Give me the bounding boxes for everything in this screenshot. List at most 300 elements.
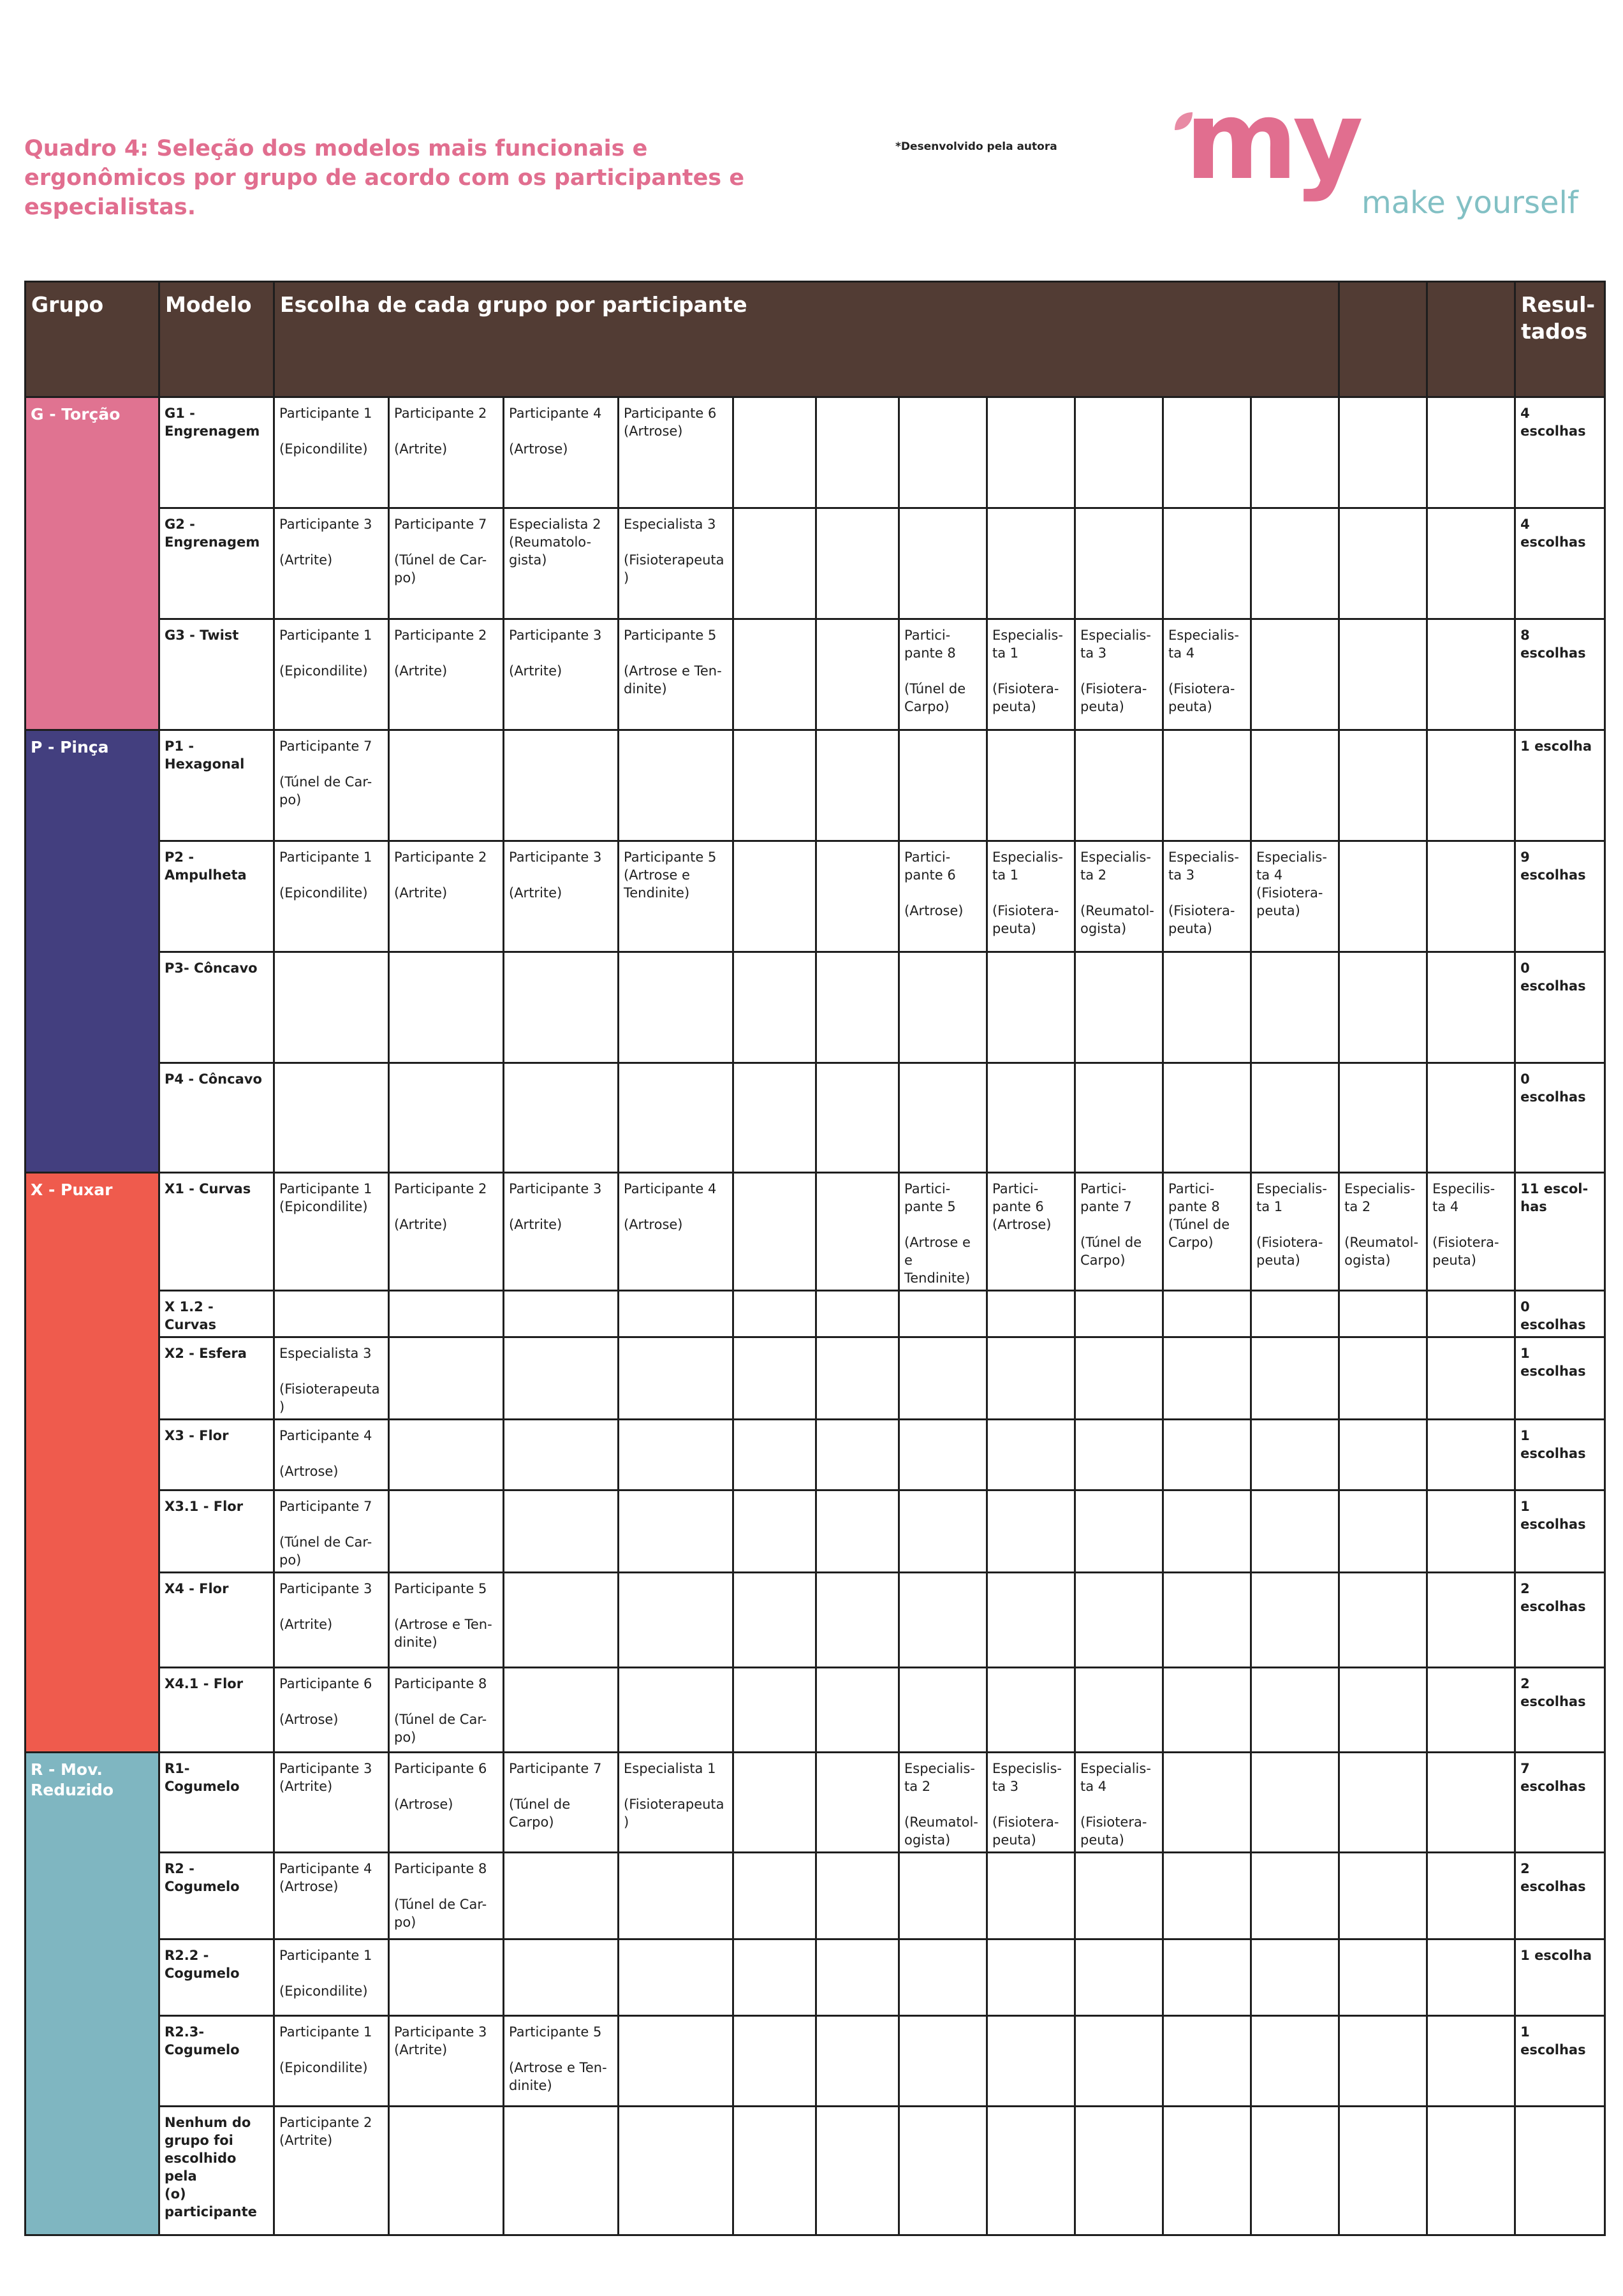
choice-cell: Especialis- ta 2 (Reumatol- ogista) (1339, 1173, 1427, 1291)
choice-cell: Participante 1 (Epicondilite) (274, 397, 389, 508)
choice-cell (1251, 1853, 1339, 1939)
choice-cell (816, 1753, 899, 1853)
choice-cell (1427, 2016, 1515, 2107)
choice-cell (389, 2107, 504, 2235)
choice-cell: Especialis- ta 4 (Fisiotera- peuta) (1163, 619, 1251, 730)
choice-cell (1427, 508, 1515, 619)
choice-cell: Participante 6 (Artrose) (274, 1668, 389, 1753)
choice-cell (504, 1668, 619, 1753)
choice-cell (619, 2016, 733, 2107)
choice-cell: Especialis- ta 2 (Reumatol- ogista) (899, 1753, 987, 1853)
choice-cell: Participante 5 (Artrose e Ten- dinite) (389, 1573, 504, 1668)
choice-cell (733, 1573, 816, 1668)
model-cell: R2.3- Cogumelo (159, 2016, 274, 2107)
table-row (26, 1853, 1605, 1939)
model-cell: X4.1 - Flor (159, 1668, 274, 1753)
page-title: Quadro 4: Seleção dos modelos mais funcionais e ergonômicos por grupo de acordo com os participantes e especialistas. (24, 136, 745, 220)
model-cell: X2 - Esfera (159, 1337, 274, 1420)
choice-cell: Participante 7 (Túnel de Car- po) (274, 730, 389, 841)
choice-cell (987, 1853, 1075, 1939)
choice-cell (619, 2107, 733, 2235)
table-row (26, 730, 1605, 841)
choice-cell (899, 1490, 987, 1573)
choice-cell (1251, 397, 1339, 508)
choice-cell (1427, 1420, 1515, 1490)
choice-cell (987, 397, 1075, 508)
choice-cell (816, 619, 899, 730)
result-cell: 1 escolhas (1515, 1490, 1605, 1573)
choice-cell: Participante 5 (Artrose e Tendinite) (619, 841, 733, 952)
choice-cell (987, 1573, 1075, 1668)
choice-cell: Participante 1 (Epicondilite) (274, 619, 389, 730)
header-model: Modelo (159, 282, 274, 397)
table-row (26, 841, 1605, 952)
table-row (26, 952, 1605, 1063)
choice-cell (619, 1939, 733, 2016)
choice-cell (1427, 952, 1515, 1063)
choice-cell (504, 1853, 619, 1939)
table-row (26, 1490, 1605, 1573)
choice-cell (1427, 619, 1515, 730)
model-cell: G2 - Engrenagem (159, 508, 274, 619)
choice-cell (987, 1063, 1075, 1173)
choice-cell: Especialis- ta 3 (Fisiotera- peuta) (1163, 841, 1251, 952)
choice-cell: Participante 3 (Artrite) (274, 1573, 389, 1668)
choice-cell (816, 2016, 899, 2107)
choice-cell (1163, 2016, 1251, 2107)
choice-cell (816, 1853, 899, 1939)
model-cell: X 1.2 - Curvas (159, 1291, 274, 1337)
choice-cell: Participante 3 (Artrite) (504, 619, 619, 730)
choice-cell (733, 1853, 816, 1939)
table-row (26, 1753, 1605, 1853)
choice-cell (1075, 2016, 1163, 2107)
choice-cell (816, 1573, 899, 1668)
choice-cell (1251, 1063, 1339, 1173)
table-row (26, 1420, 1605, 1490)
choice-cell (733, 1490, 816, 1573)
choice-cell: Participante 1 (Epicondilite) (274, 841, 389, 952)
choice-cell (1251, 2107, 1339, 2235)
choice-cell (816, 841, 899, 952)
choice-cell (1339, 952, 1427, 1063)
choice-cell (274, 1291, 389, 1337)
choice-cell: Partici- pante 8 (Túnel de Carpo) (1163, 1173, 1251, 1291)
choice-cell: Participante 3 (Artrite) (274, 1753, 389, 1853)
choice-cell (816, 1173, 899, 1291)
choice-cell (1427, 1337, 1515, 1420)
choice-cell (1251, 730, 1339, 841)
choice-cell (816, 1939, 899, 2016)
choice-cell (816, 2107, 899, 2235)
choice-cell (1163, 2107, 1251, 2235)
choice-cell (1339, 1939, 1427, 2016)
choice-cell: Participante 2 (Artrite) (389, 1173, 504, 1291)
choice-cell (1075, 1337, 1163, 1420)
choice-cell: Especialis- ta 3 (Fisiotera- peuta) (1075, 619, 1163, 730)
choice-cell (899, 1853, 987, 1939)
choice-cell (899, 1291, 987, 1337)
choice-cell (1163, 1337, 1251, 1420)
logo-tagline: make yourself (1362, 185, 1578, 221)
result-cell: 4 escolhas (1515, 508, 1605, 619)
choice-cell (1251, 1573, 1339, 1668)
choice-cell (1075, 1490, 1163, 1573)
choice-cell (504, 1291, 619, 1337)
choice-cell (816, 1420, 899, 1490)
choice-cell (1251, 1420, 1339, 1490)
choice-cell (619, 1853, 733, 1939)
table-body (26, 397, 1605, 2235)
choice-cell: Participante 3 (Artrite) (504, 841, 619, 952)
model-cell: R2 - Cogumelo (159, 1853, 274, 1939)
choice-cell: Partici- pante 8 (Túnel de Carpo) (899, 619, 987, 730)
choice-cell (389, 1337, 504, 1420)
choice-cell (899, 2016, 987, 2107)
choice-cell (1339, 1291, 1427, 1337)
table-row (26, 397, 1605, 508)
choice-cell (1427, 1573, 1515, 1668)
result-cell: 9 escolhas (1515, 841, 1605, 952)
choice-cell (619, 1420, 733, 1490)
table-row (26, 2107, 1605, 2235)
choice-cell: Especislis- ta 3 (Fisiotera- peuta) (987, 1753, 1075, 1853)
choice-cell (1339, 730, 1427, 841)
choice-cell: Especialis- ta 1 (Fisiotera- peuta) (987, 619, 1075, 730)
choice-cell (1075, 1063, 1163, 1173)
choice-cell (619, 1063, 733, 1173)
choice-cell (816, 397, 899, 508)
choice-cell (733, 1337, 816, 1420)
choice-cell (899, 1063, 987, 1173)
choice-cell (389, 1939, 504, 2016)
model-cell: Nenhum do grupo foi escolhido pela (o) participante (159, 2107, 274, 2235)
choice-cell: Participante 2 (Artrite) (389, 619, 504, 730)
choice-cell: Especialis- ta 1 (Fisiotera- peuta) (987, 841, 1075, 952)
choice-cell: Especialista 3 (Fisioterapeuta) (274, 1337, 389, 1420)
table-row (26, 1573, 1605, 1668)
choice-cell (1163, 1939, 1251, 2016)
choice-cell (987, 730, 1075, 841)
choice-cell (504, 730, 619, 841)
logo-mark: my (1185, 78, 1358, 204)
choice-cell: Participante 1 (Epicondilite) (274, 1173, 389, 1291)
choice-cell (816, 1668, 899, 1753)
header-group: Grupo (26, 282, 159, 397)
choice-cell (1427, 1753, 1515, 1853)
choice-cell (733, 952, 816, 1063)
choice-cell: Partici- pante 6 (Artrose) (987, 1173, 1075, 1291)
author-note: *Desenvolvido pela autora (895, 140, 1057, 153)
choice-cell (816, 1337, 899, 1420)
choice-cell (1427, 841, 1515, 952)
choice-cell (733, 1420, 816, 1490)
result-cell: 0 escolhas (1515, 952, 1605, 1063)
result-cell: 1 escolhas (1515, 1420, 1605, 1490)
choice-cell: Partici- pante 6 (Artrose) (899, 841, 987, 952)
choice-cell (1163, 508, 1251, 619)
choice-cell (1163, 397, 1251, 508)
choice-cell: Participante 4 (Artrose) (504, 397, 619, 508)
choice-cell (619, 1291, 733, 1337)
choice-cell (1163, 952, 1251, 1063)
choice-cell (1075, 1668, 1163, 1753)
choice-cell: Participante 3 (Artrite) (274, 508, 389, 619)
selection-table (24, 281, 1606, 2236)
choice-cell: Especialista 2 (Reumatolo- gista) (504, 508, 619, 619)
table-row (26, 1939, 1605, 2016)
model-cell: R2.2 - Cogumelo (159, 1939, 274, 2016)
choice-cell (389, 1063, 504, 1173)
group-label: G - Torção (26, 397, 159, 730)
choice-cell (1075, 397, 1163, 508)
choice-cell (987, 508, 1075, 619)
choice-cell (899, 1337, 987, 1420)
choice-cell (1163, 1573, 1251, 1668)
choice-cell (899, 2107, 987, 2235)
header-choices: Escolha de cada grupo por participante (274, 282, 1339, 397)
choice-cell: Participante 8 (Túnel de Car- po) (389, 1668, 504, 1753)
choice-cell (1251, 1490, 1339, 1573)
choice-cell: Participante 3 (Artrite) (389, 2016, 504, 2107)
choice-cell (389, 1490, 504, 1573)
choice-cell: Participante 4 (Artrose) (274, 1853, 389, 1939)
choice-cell (1075, 1939, 1163, 2016)
choice-cell (987, 1668, 1075, 1753)
choice-cell (899, 1420, 987, 1490)
choice-cell (504, 2107, 619, 2235)
choice-cell (619, 952, 733, 1063)
result-cell: 1 escolha (1515, 730, 1605, 841)
choice-cell (1427, 1490, 1515, 1573)
choice-cell (987, 952, 1075, 1063)
choice-cell (1251, 1939, 1339, 2016)
choice-cell (987, 1490, 1075, 1573)
choice-cell: Especialista 3 (Fisioterapeuta) (619, 508, 733, 619)
choice-cell (504, 1939, 619, 2016)
choice-cell (816, 1063, 899, 1173)
table-row (26, 1173, 1605, 1291)
choice-cell (733, 2107, 816, 2235)
choice-cell (987, 1420, 1075, 1490)
choice-cell (504, 1490, 619, 1573)
group-label: R - Mov. Reduzido (26, 1753, 159, 2235)
choice-cell (1339, 1573, 1427, 1668)
model-cell: X3.1 - Flor (159, 1490, 274, 1573)
choice-cell (274, 952, 389, 1063)
group-label: P - Pinça (26, 730, 159, 1173)
choice-cell: Especialis- ta 1 (Fisiotera- peuta) (1251, 1173, 1339, 1291)
choice-cell (1339, 1337, 1427, 1420)
result-cell: 1 escolha (1515, 1939, 1605, 2016)
choice-cell: Especialis- ta 4 (Fisiotera- peuta) (1075, 1753, 1163, 1853)
choice-cell (1339, 1490, 1427, 1573)
choice-cell (619, 730, 733, 841)
choice-cell (1251, 1753, 1339, 1853)
choice-cell (733, 619, 816, 730)
choice-cell (987, 1291, 1075, 1337)
choice-cell (389, 952, 504, 1063)
choice-cell (899, 1939, 987, 2016)
choice-cell (816, 1291, 899, 1337)
choice-cell (899, 508, 987, 619)
result-cell: 11 escol- has (1515, 1173, 1605, 1291)
choice-cell (1075, 1291, 1163, 1337)
result-cell (1515, 2107, 1605, 2235)
choice-cell (987, 1939, 1075, 2016)
choice-cell (619, 1668, 733, 1753)
model-cell: G1 - Engrenagem (159, 397, 274, 508)
choice-cell (1251, 952, 1339, 1063)
model-cell: R1- Cogumelo (159, 1753, 274, 1853)
choice-cell (504, 1337, 619, 1420)
table-row (26, 1291, 1605, 1337)
choice-cell (1163, 1753, 1251, 1853)
choice-cell (1075, 1420, 1163, 1490)
choice-cell (816, 730, 899, 841)
choice-cell: Participante 2 (Artrite) (274, 2107, 389, 2235)
choice-cell (504, 1063, 619, 1173)
choice-cell (1163, 1063, 1251, 1173)
choice-cell (1339, 1420, 1427, 1490)
table-row (26, 619, 1605, 730)
choice-cell: Participante 1 (Epicondilite) (274, 1939, 389, 2016)
choice-cell (816, 952, 899, 1063)
choice-cell (733, 397, 816, 508)
choice-cell (733, 508, 816, 619)
choice-cell (733, 1063, 816, 1173)
choice-cell (899, 952, 987, 1063)
choice-cell (1427, 2107, 1515, 2235)
choice-cell: Participante 6 (Artrose) (389, 1753, 504, 1853)
table-row (26, 1668, 1605, 1753)
choice-cell (899, 1668, 987, 1753)
choice-cell (504, 1420, 619, 1490)
choice-cell (1163, 1490, 1251, 1573)
choice-cell: Especilis- ta 4 (Fisiotera- peuta) (1427, 1173, 1515, 1291)
choice-cell (1163, 1291, 1251, 1337)
choice-cell (619, 1337, 733, 1420)
choice-cell: Participante 4 (Artrose) (274, 1420, 389, 1490)
choice-cell (1075, 2107, 1163, 2235)
table-row (26, 1337, 1605, 1420)
choice-cell: Participante 8 (Túnel de Car- po) (389, 1853, 504, 1939)
choice-cell: Participante 7 (Túnel de Car- po) (274, 1490, 389, 1573)
choice-cell: Participante 2 (Artrite) (389, 397, 504, 508)
choice-cell (389, 1420, 504, 1490)
choice-cell (899, 397, 987, 508)
choice-cell (389, 730, 504, 841)
choice-cell (1339, 2016, 1427, 2107)
choice-cell (1427, 1668, 1515, 1753)
choice-cell (987, 2107, 1075, 2235)
choice-cell (1251, 2016, 1339, 2107)
result-cell: 8 escolhas (1515, 619, 1605, 730)
choice-cell (1075, 1573, 1163, 1668)
result-cell: 2 escolhas (1515, 1853, 1605, 1939)
choice-cell (1339, 397, 1427, 508)
model-cell: P2 - Ampulheta (159, 841, 274, 952)
choice-cell (899, 730, 987, 841)
choice-cell (1251, 508, 1339, 619)
choice-cell (1251, 1337, 1339, 1420)
result-cell: 1 escolhas (1515, 1337, 1605, 1420)
result-cell: 0 escolhas (1515, 1291, 1605, 1337)
choice-cell (1427, 1291, 1515, 1337)
group-label: X - Puxar (26, 1173, 159, 1753)
table-row (26, 2016, 1605, 2107)
choice-cell: Participante 5 (Artrose e Ten- dinite) (504, 2016, 619, 2107)
choice-cell (1163, 1853, 1251, 1939)
choice-cell (619, 1573, 733, 1668)
choice-cell: Especialis- ta 4 (Fisiotera- peuta) (1251, 841, 1339, 952)
brand-logo (1161, 78, 1582, 230)
choice-cell: Participante 5 (Artrose e Ten- dinite) (619, 619, 733, 730)
choice-cell (1339, 619, 1427, 730)
choice-cell (1339, 508, 1427, 619)
choice-cell (504, 952, 619, 1063)
choice-cell: Partici- pante 5 (Artrose e e Tendinite) (899, 1173, 987, 1291)
choice-cell: Especialista 1 (Fisioterapeuta) (619, 1753, 733, 1853)
choice-cell (733, 2016, 816, 2107)
choice-cell (1427, 397, 1515, 508)
table-row (26, 508, 1605, 619)
choice-cell (1251, 1668, 1339, 1753)
choice-cell (733, 841, 816, 952)
table-header-row (26, 282, 1605, 397)
choice-cell: Participante 2 (Artrite) (389, 841, 504, 952)
choice-cell (733, 1939, 816, 2016)
choice-cell (274, 1063, 389, 1173)
choice-cell (1339, 1668, 1427, 1753)
choice-cell (1075, 730, 1163, 841)
choice-cell (1339, 1063, 1427, 1173)
model-cell: P4 - Côncavo (159, 1063, 274, 1173)
choice-cell (987, 1337, 1075, 1420)
choice-cell (1163, 1420, 1251, 1490)
choice-cell (1163, 730, 1251, 841)
choice-cell (1251, 619, 1339, 730)
choice-cell (733, 1173, 816, 1291)
header-results: Resul- tados (1515, 282, 1605, 397)
choice-cell (1339, 1853, 1427, 1939)
model-cell: P1 - Hexagonal (159, 730, 274, 841)
choice-cell (733, 730, 816, 841)
choice-cell (1075, 508, 1163, 619)
choice-cell (816, 508, 899, 619)
choice-cell (733, 1753, 816, 1853)
choice-cell (1339, 2107, 1427, 2235)
result-cell: 4 escolhas (1515, 397, 1605, 508)
model-cell: X1 - Curvas (159, 1173, 274, 1291)
header-blank (1339, 282, 1427, 397)
table-row (26, 1063, 1605, 1173)
result-cell: 1 escolhas (1515, 2016, 1605, 2107)
choice-cell (987, 2016, 1075, 2107)
model-cell: X4 - Flor (159, 1573, 274, 1668)
choice-cell (619, 1490, 733, 1573)
choice-cell (733, 1668, 816, 1753)
result-cell: 0 escolhas (1515, 1063, 1605, 1173)
choice-cell (1163, 1668, 1251, 1753)
choice-cell: Participante 6 (Artrose) (619, 397, 733, 508)
choice-cell (733, 1291, 816, 1337)
choice-cell: Participante 7 (Túnel de Carpo) (504, 1753, 619, 1853)
choice-cell (1339, 841, 1427, 952)
choice-cell: Especialis- ta 2 (Reumatol- ogista) (1075, 841, 1163, 952)
model-cell: G3 - Twist (159, 619, 274, 730)
choice-cell (1427, 1853, 1515, 1939)
